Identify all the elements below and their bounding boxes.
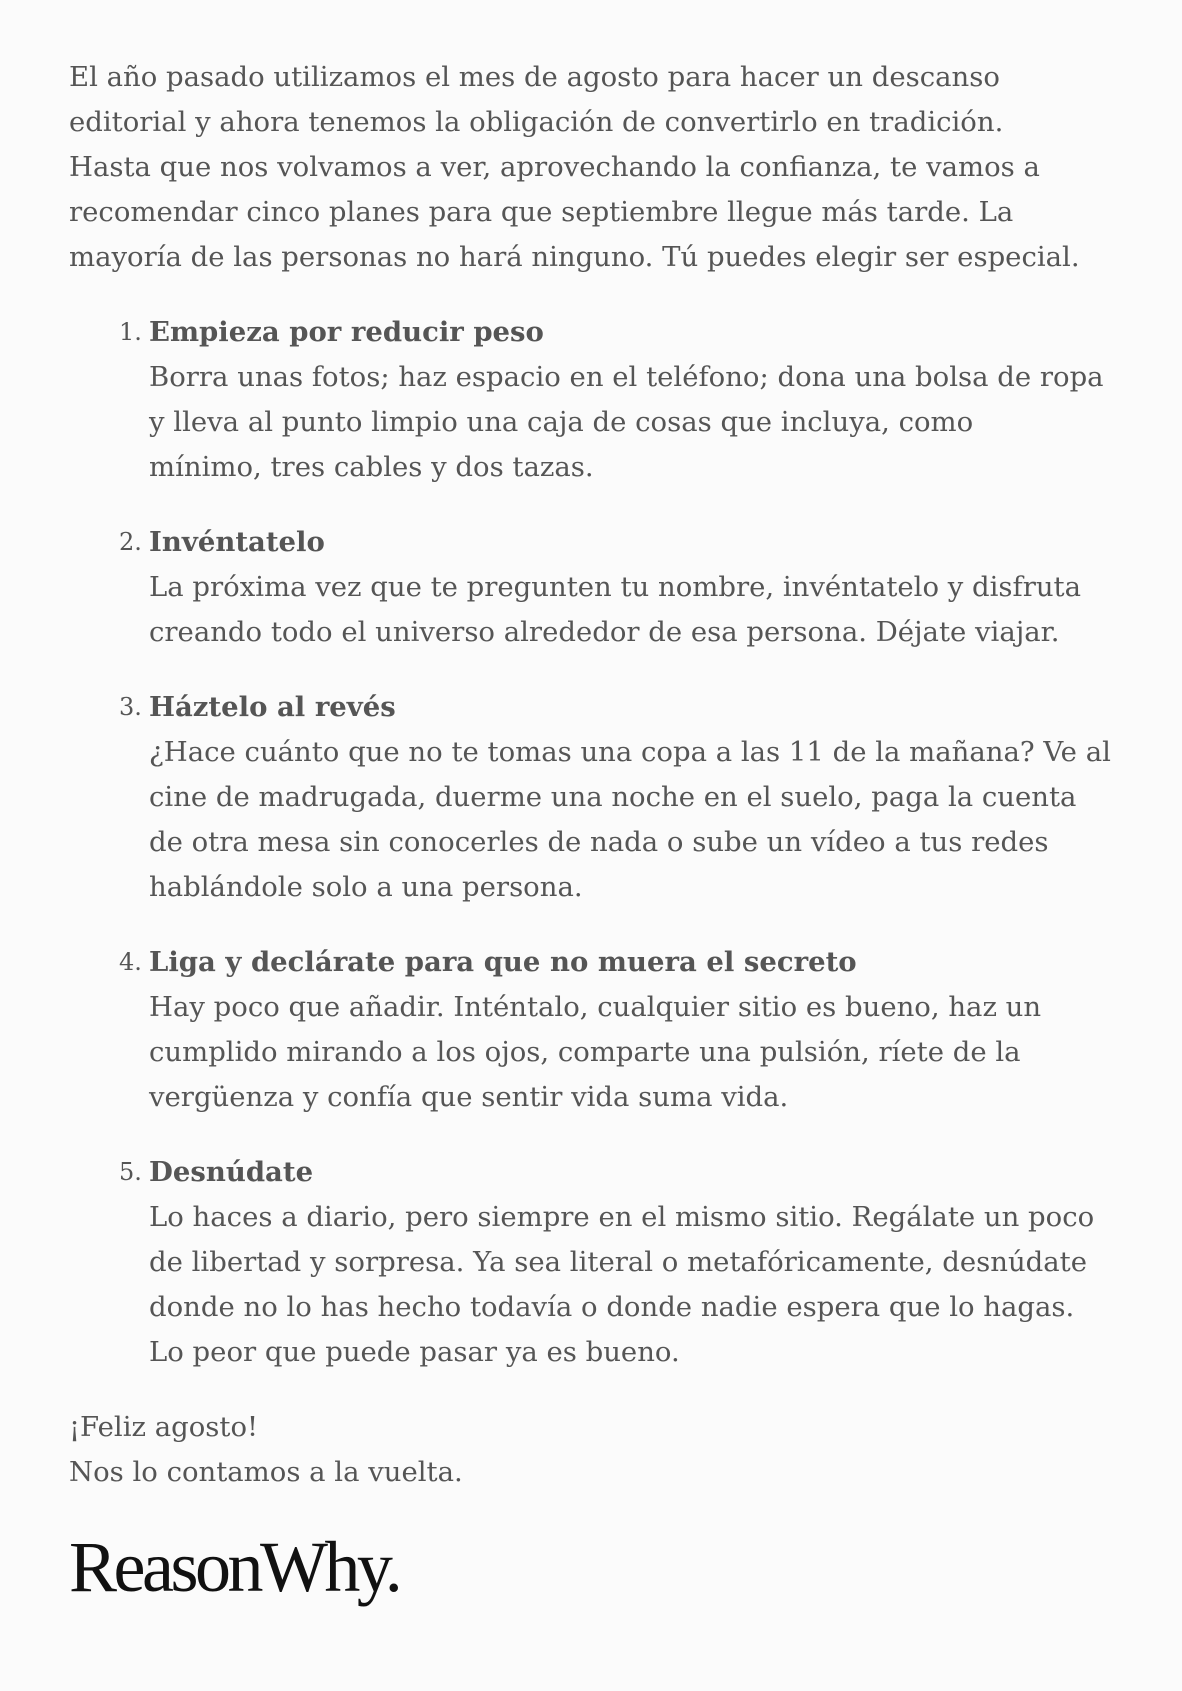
plan-description (149, 355, 1129, 490)
reasonwhy-logo: ReasonWhy. (69, 1527, 400, 1607)
intro-line: editorial y ahora tenemos la obligación de convertirlo en tradición. (69, 106, 1004, 138)
plan-title: Invéntatelo (149, 526, 325, 558)
plan-description-line: Lo haces a diario, pero siempre en el mismo sitio. Regálate un poco (149, 1201, 1095, 1233)
plan-item (69, 940, 1129, 1120)
intro-line: mayoría de las personas no hará ninguno. Tú puedes elegir ser especial. (69, 241, 1080, 273)
intro-line: El año pasado utilizamos el mes de agosto para hacer un descanso (69, 61, 1000, 93)
plan-item (69, 1150, 1129, 1375)
plan-number: 2. (119, 528, 142, 556)
plan-description-line: de otra mesa sin conocerles de nada o sube un vídeo a tus redes (149, 826, 1049, 858)
plan-description-line: vergüenza y confía que sentir vida suma vida. (149, 1081, 789, 1113)
plan-description-line: ¿Hace cuánto que no te tomas una copa a las 11 de la mañana? Ve al (149, 736, 1111, 768)
plan-number: 1. (119, 318, 142, 346)
plan-item (69, 310, 1129, 490)
plan-description (149, 1195, 1129, 1375)
plan-description-line: cine de madrugada, duerme una noche en el suelo, paga la cuenta (149, 781, 1077, 813)
plan-title: Liga y declárate para que no muera el secreto (149, 946, 857, 978)
intro-line: Hasta que nos volvamos a ver, aprovechando la confianza, te vamos a (69, 151, 1040, 183)
plan-title: Háztelo al revés (149, 691, 396, 723)
plan-description-line: Hay poco que añadir. Inténtalo, cualquier sitio es bueno, haz un (149, 991, 1042, 1023)
plan-title: Empieza por reducir peso (149, 316, 544, 348)
plan-description-line: y lleva al punto limpio una caja de cosas que incluya, como (149, 406, 974, 438)
plan-description (149, 565, 1129, 655)
plan-number: 3. (119, 693, 142, 721)
closing-greeting: ¡Feliz agosto! (69, 1411, 259, 1443)
plan-description-line: La próxima vez que te pregunten tu nombre, invéntatelo y disfruta (149, 571, 1082, 603)
closing-text (69, 1405, 1129, 1495)
intro-line: recomendar cinco planes para que septiembre llegue más tarde. La (69, 196, 1014, 228)
plans-list (69, 310, 1129, 1375)
intro-paragraph (69, 55, 1129, 280)
plan-description-line: mínimo, tres cables y dos tazas. (149, 451, 594, 483)
closing-farewell: Nos lo contamos a la vuelta. (69, 1456, 463, 1488)
plan-description (149, 985, 1129, 1120)
plan-title: Desnúdate (149, 1156, 314, 1188)
plan-item (69, 685, 1129, 910)
plan-description-line: cumplido mirando a los ojos, comparte una pulsión, ríete de la (149, 1036, 1021, 1068)
plan-description-line: de libertad y sorpresa. Ya sea literal o metafóricamente, desnúdate (149, 1246, 1087, 1278)
plan-number: 4. (119, 948, 142, 976)
plan-number: 5. (119, 1158, 142, 1186)
plan-item (69, 520, 1129, 655)
plan-description-line: donde no lo has hecho todavía o donde nadie espera que lo hagas. (149, 1291, 1075, 1323)
plan-description-line: creando todo el universo alrededor de esa persona. Déjate viajar. (149, 616, 1060, 648)
plan-description-line: hablándole solo a una persona. (149, 871, 583, 903)
newsletter-body (69, 55, 1129, 1607)
plan-description-line: Borra unas fotos; haz espacio en el teléfono; dona una bolsa de ropa (149, 361, 1104, 393)
plan-description (149, 730, 1129, 910)
plan-description-line: Lo peor que puede pasar ya es bueno. (149, 1336, 680, 1368)
